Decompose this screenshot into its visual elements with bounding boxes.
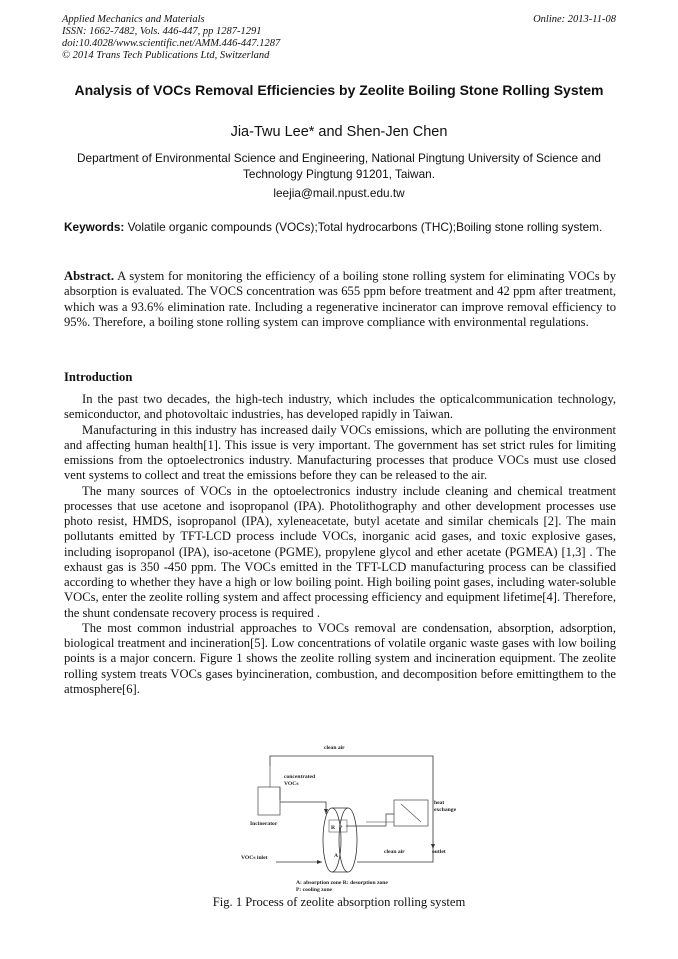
paper-authors: Jia-Twu Lee* and Shen-Jen Chen [230,124,448,140]
author-email[interactable]: leejia@mail.npust.edu.tw [273,186,405,200]
clean-air-return-line [270,756,433,849]
label-zone-p: P [339,825,343,831]
label-zone-a: A [334,853,339,859]
abstract-label: Abstract. [64,269,115,283]
legend-line-2: P: cooling zone [296,887,333,893]
section-heading-introduction: Introduction [64,370,133,384]
zeolite-rotor-front [323,808,341,872]
label-exchange: exchange [434,807,457,813]
hot-air-line [346,814,394,826]
zeolite-rotor-back [339,808,357,872]
online-date: Online: 2013-11-08 [533,14,616,25]
label-zone-r: R [331,825,336,831]
copyright-line: © 2014 Trans Tech Publications Ltd, Switzerland [62,50,270,61]
legend-line-1: A: absorption zone R: desorption zone [296,880,388,886]
journal-name: Applied Mechanics and Materials [62,14,205,25]
keywords-text: Volatile organic compounds (VOCs);Total hydrocarbons (THC);Boiling stone rolling system. [127,220,603,234]
figure-caption: Fig. 1 Process of zeolite absorption rolling system [212,895,466,909]
concentrated-vocs-line [280,802,326,814]
intro-paragraph-3: The many sources of VOCs in the optoelectronics industry include cleaning and chemical treatment processes that use acetone and isopropanol (IPA). Photolithography and other development processes use photo resist, HMDS, isopropanol (IPA), xyleneacetate, butyl acetate and similar chemicals [2]. The main pollutants emitted by TFT-LCD process include VOCs, inorganic acid gases, and toxic explosive gases, including isopropanol (IPA), iso-acetone (PGME), propylene glycol and ether acetate (PGMEA) [1,3] . The exhaust gas is 350 -450 ppm. The VOCs emitted in the TFT-LCD manufacturing process can be classified according to whether they have a high or low boiling point. High boiling point gases, including water-soluble VOCs, enter the zeolite rolling system and affect processing efficiency and equipment lifetime[4]. Therefore, the shunt condensate recovery process is required . [64,483,616,620]
keywords-block [64,220,616,235]
abstract-block [64,269,616,331]
label-vocs-inlet: VOCs inlet [241,855,268,861]
label-heat: heat [434,800,445,806]
figure-1-diagram [236,742,457,894]
intro-paragraph-4: The most common industrial approaches to VOCs removal are condensation, absorption, adsorption, biological treatment and incineration[5]. Low concentrations of volatile organic waste gases with low boiling points is a major concern. Figure 1 shows the zeolite rolling system and incineration equipment. The zeolite rolling system treats VOCs gases byincineration, combustion, and decomposition before emittingthem to the atmosphere[6]. [64,620,616,696]
label-clean-air-mid: clean air [384,849,405,855]
label-outlet: outlet [432,849,446,855]
doi-line[interactable]: doi:10.4028/www.scientific.net/AMM.446-447.1287 [62,38,281,49]
issn-line: ISSN: 1662-7482, Vols. 446-447, pp 1287-1291 [62,26,262,37]
introduction-body [64,392,616,697]
abstract-text: A system for monitoring the efficiency of a boiling stone rolling system for eliminating VOCs by absorption is evaluated. The VOCS concentration was 655 ppm before treatment and 42 ppm after treatment, which was a 93.6% elimination rate. Including a regenerative incinerator can improve removal efficiency to 95%. Therefore, a boiling stone rolling system can improve compliance with environmental regulations. [64,269,616,330]
author-affiliation: Department of Environmental Science and Engineering, National Pingtung University of Science and Technology Pingtung 91201, Taiwan. [77,151,601,181]
keywords-label: Keywords: [64,220,125,234]
label-incinerator: Incinerator [250,821,278,827]
journal-header [62,14,616,62]
incinerator-box [258,787,280,815]
label-concentrated: concentrated [284,774,316,780]
intro-paragraph-2: Manufacturing in this industry has increased daily VOCs emissions, which are polluting the environment and affecting human health[1]. This issue is very important. The government has set strict rules for limiting emissions from the optoelectronics industry. Manufacturing processes that produce VOCs must use closed vent systems to collect and treat the emissions before they can be released to the air. [64,422,616,483]
paper-title: Analysis of VOCs Removal Efficiencies by Zeolite Boiling Stone Rolling System [74,82,604,98]
arrow-right-icon [317,860,322,864]
process-diagram-svg [236,742,457,894]
label-clean-air-top: clean air [324,745,345,751]
intro-paragraph-1: In the past two decades, the high-tech industry, which includes the opticalcommunication technology, semiconductor, and photovoltaic industries, has developed rapidly in Taiwan. [64,392,616,422]
label-vocs: VOCs [284,781,299,787]
